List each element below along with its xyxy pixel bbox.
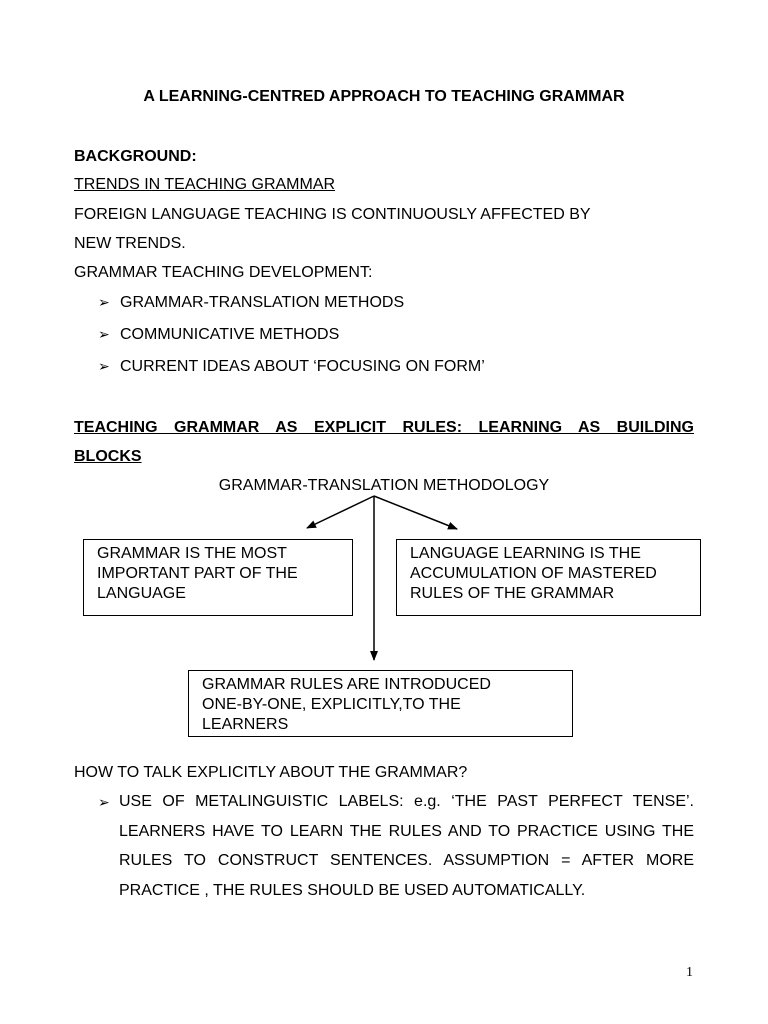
bullet-item <box>98 292 404 313</box>
bullet-item <box>98 356 485 377</box>
background-text-line2: NEW TRENDS. <box>74 235 186 252</box>
arrow-bullet-icon: ➢ <box>98 326 110 342</box>
left-box-line: LANGUAGE <box>97 585 186 602</box>
trends-subheading: TRENDS IN TEACHING GRAMMAR <box>74 176 336 193</box>
arrow-left <box>307 496 374 528</box>
bottom-box <box>188 670 573 737</box>
left-box <box>83 539 353 616</box>
diagram-root-label: GRAMMAR-TRANSLATION METHODOLOGY <box>218 477 550 494</box>
bottom-box-line: GRAMMAR RULES ARE INTRODUCED <box>202 676 491 693</box>
left-box-line: IMPORTANT PART OF THE <box>97 565 298 582</box>
right-box-line: LANGUAGE LEARNING IS THE <box>410 545 641 562</box>
background-text-line1: FOREIGN LANGUAGE TEACHING IS CONTINUOUSLY AFFECTED BY <box>74 206 591 223</box>
bullet-text: GRAMMAR-TRANSLATION METHODS <box>120 294 405 311</box>
background-heading: BACKGROUND: <box>74 148 197 165</box>
explicit-paragraph: USE OF METALINGUISTIC LABELS: e.g. ‘THE PAST PERFECT TENSE’. LEARNERS HAVE TO LEARN THE RULES AND TO PRACTICE USING THE RULES TO CONSTRUCT SENTENCES. ASSUMPTION = AFTER MORE PRACTICE , THE RULES SHOULD BE USED AUTOMATICALLY. <box>119 793 694 899</box>
arrow-right <box>374 496 457 529</box>
arrow-bullet-icon: ➢ <box>98 794 110 810</box>
section-heading-line1: TEACHING GRAMMAR AS EXPLICIT RULES: LEARNING AS BUILDING <box>74 419 694 436</box>
bottom-box-line: ONE-BY-ONE, EXPLICITLY,TO THE <box>202 696 461 713</box>
bullet-text: COMMUNICATIVE METHODS <box>120 326 340 343</box>
document-title: A LEARNING-CENTRED APPROACH TO TEACHING GRAMMAR <box>143 88 625 105</box>
left-box-line: GRAMMAR IS THE MOST <box>97 545 287 562</box>
arrow-bullet-icon: ➢ <box>98 294 110 310</box>
arrow-bullet-icon: ➢ <box>98 358 110 374</box>
development-label: GRAMMAR TEACHING DEVELOPMENT: <box>74 264 373 281</box>
right-box-line: ACCUMULATION OF MASTERED <box>410 565 657 582</box>
bullet-item <box>98 324 339 345</box>
bullet-text: CURRENT IDEAS ABOUT ‘FOCUSING ON FORM’ <box>120 358 485 375</box>
explicit-question: HOW TO TALK EXPLICITLY ABOUT THE GRAMMAR? <box>74 764 468 781</box>
bottom-box-line: LEARNERS <box>202 716 289 733</box>
page-number: 1 <box>686 965 693 980</box>
section-heading-line2: BLOCKS <box>74 448 142 465</box>
right-box-line: RULES OF THE GRAMMAR <box>410 585 615 602</box>
right-box <box>396 539 701 616</box>
